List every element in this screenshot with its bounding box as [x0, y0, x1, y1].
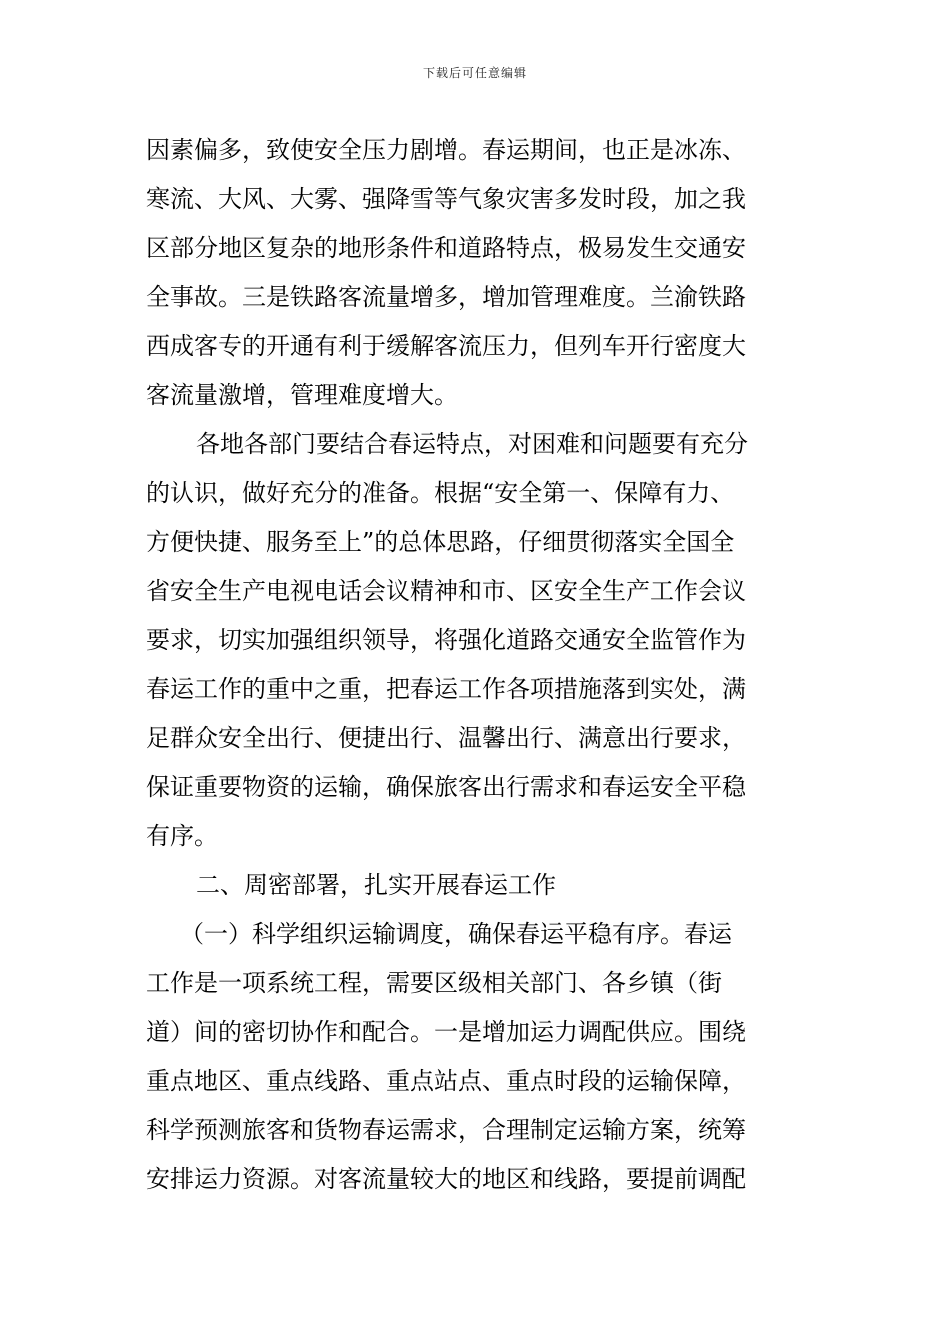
text-line: 区部分地区复杂的地形条件和道路特点，极易发生交通安	[146, 234, 746, 262]
paragraph-first-line: 各地各部门要结合春运特点，对困难和问题要有充分	[196, 430, 748, 458]
text-line: 有序。	[146, 822, 218, 850]
text-line: 工作是一项系统工程，需要区级相关部门、各乡镇（街	[146, 969, 722, 997]
text-line: 要求，切实加强组织领导，将强化道路交通安全监管作为	[146, 626, 746, 654]
text-line: 保证重要物资的运输，确保旅客出行需求和春运安全平稳	[146, 773, 746, 801]
text-line: 寒流、大风、大雾、强降雪等气象灾害多发时段，加之我	[146, 185, 746, 213]
text-line: 重点地区、重点线路、重点站点、重点时段的运输保障，	[146, 1067, 746, 1095]
text-line: 省安全生产电视电话会议精神和市、区安全生产工作会议	[146, 577, 746, 605]
text-line: 全事故。三是铁路客流量增多，增加管理难度。兰渝铁路	[146, 283, 746, 311]
text-line: 安排运力资源。对客流量较大的地区和线路，要提前调配	[146, 1165, 746, 1193]
text-line: 客流量激增，管理难度增大。	[146, 381, 458, 409]
paragraph-first-line: （一）科学组织运输调度，确保春运平稳有序。春运	[180, 920, 732, 948]
text-line: 足群众安全出行、便捷出行、温馨出行、满意出行要求，	[146, 724, 746, 752]
document-body	[146, 126, 810, 1204]
text-line: 的认识，做好充分的准备。根据“安全第一、保障有力、	[146, 479, 735, 507]
text-line: 方便快捷、服务至上”的总体思路，仔细贯彻落实全国全	[146, 528, 735, 556]
text-line: 道）间的密切协作和配合。一是增加运力调配供应。围绕	[146, 1018, 746, 1046]
section-heading: 二、周密部署，扎实开展春运工作	[196, 871, 556, 899]
page-header: 下载后可任意编辑	[422, 66, 527, 80]
text-line: 春运工作的重中之重，把春运工作各项措施落到实处，满	[146, 675, 746, 703]
text-line: 因素偏多，致使安全压力剧增。春运期间，也正是冰冻、	[146, 136, 746, 164]
text-line: 科学预测旅客和货物春运需求，合理制定运输方案，统筹	[146, 1116, 746, 1144]
text-line: 西成客专的开通有利于缓解客流压力，但列车开行密度大	[146, 332, 746, 360]
